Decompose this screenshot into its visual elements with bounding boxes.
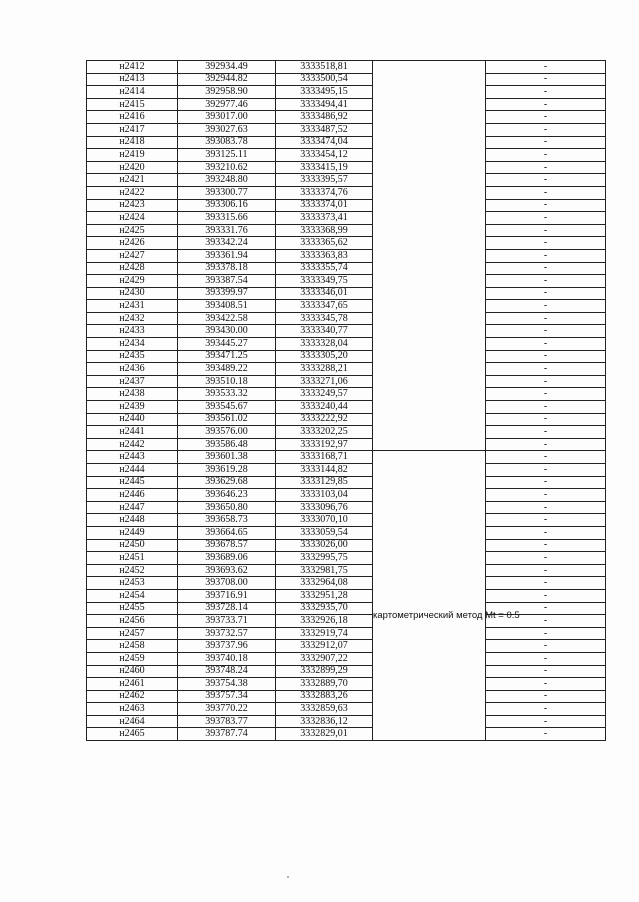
accuracy-cell: - [486, 136, 606, 149]
point-id-cell: н2451 [87, 552, 178, 565]
point-id-cell: н2459 [87, 652, 178, 665]
accuracy-cell: - [486, 501, 606, 514]
accuracy-cell: - [486, 401, 606, 414]
y-coordinate-cell: 3332964,08 [276, 577, 373, 590]
point-id-cell: н2420 [87, 161, 178, 174]
accuracy-cell: - [486, 464, 606, 477]
y-coordinate-cell: 3333249,57 [276, 388, 373, 401]
accuracy-cell: - [486, 174, 606, 187]
table-row [87, 136, 606, 149]
x-coordinate-cell: 393658.73 [178, 514, 276, 527]
accuracy-cell: - [486, 526, 606, 539]
y-coordinate-cell: 3332899,29 [276, 665, 373, 678]
y-coordinate-cell: 3333365,62 [276, 237, 373, 250]
accuracy-cell: - [486, 388, 606, 401]
x-coordinate-cell: 393689.06 [178, 552, 276, 565]
point-id-cell: н2415 [87, 98, 178, 111]
accuracy-cell: - [486, 224, 606, 237]
table-row [87, 539, 606, 552]
table-row [87, 401, 606, 414]
x-coordinate-cell: 393430.00 [178, 325, 276, 338]
y-coordinate-cell: 3333070,10 [276, 514, 373, 527]
x-coordinate-cell: 393693.62 [178, 564, 276, 577]
accuracy-cell: - [486, 86, 606, 99]
x-coordinate-cell: 393378.18 [178, 262, 276, 275]
table-row [87, 212, 606, 225]
x-coordinate-cell: 393361.94 [178, 249, 276, 262]
table-row [87, 690, 606, 703]
accuracy-cell: - [486, 375, 606, 388]
x-coordinate-cell: 393740.18 [178, 652, 276, 665]
x-coordinate-cell: 393510.18 [178, 375, 276, 388]
accuracy-cell: - [486, 426, 606, 439]
point-id-cell: н2465 [87, 728, 178, 741]
x-coordinate-cell: 393342.24 [178, 237, 276, 250]
table-row [87, 413, 606, 426]
point-id-cell: н2446 [87, 489, 178, 502]
accuracy-cell: - [486, 262, 606, 275]
x-coordinate-cell: 393650.80 [178, 501, 276, 514]
point-id-cell: н2463 [87, 703, 178, 716]
accuracy-cell: - [486, 413, 606, 426]
table-row [87, 678, 606, 691]
x-coordinate-cell: 393445.27 [178, 338, 276, 351]
accuracy-cell: - [486, 300, 606, 313]
scan-speck [287, 876, 289, 878]
y-coordinate-cell: 3333494,41 [276, 98, 373, 111]
x-coordinate-cell: 392944.82 [178, 73, 276, 86]
y-coordinate-cell: 3332995,75 [276, 552, 373, 565]
point-id-cell: н2429 [87, 275, 178, 288]
table-row [87, 451, 606, 464]
accuracy-cell: - [486, 123, 606, 136]
y-coordinate-cell: 3332926,18 [276, 615, 373, 628]
point-id-cell: н2436 [87, 363, 178, 376]
table-row [87, 275, 606, 288]
accuracy-cell: - [486, 237, 606, 250]
x-coordinate-cell: 393757.34 [178, 690, 276, 703]
coordinates-table [86, 60, 606, 741]
accuracy-cell: - [486, 111, 606, 124]
y-coordinate-cell: 3333518,81 [276, 61, 373, 74]
y-coordinate-cell: 3333202,25 [276, 426, 373, 439]
point-id-cell: н2433 [87, 325, 178, 338]
point-id-cell: н2441 [87, 426, 178, 439]
table-row [87, 652, 606, 665]
x-coordinate-cell: 393533.32 [178, 388, 276, 401]
accuracy-cell: - [486, 652, 606, 665]
point-id-cell: н2457 [87, 627, 178, 640]
table-row [87, 123, 606, 136]
point-id-cell: н2461 [87, 678, 178, 691]
y-coordinate-cell: 3333347,65 [276, 300, 373, 313]
x-coordinate-cell: 393664.65 [178, 526, 276, 539]
y-coordinate-cell: 3333192,97 [276, 438, 373, 451]
point-id-cell: н2426 [87, 237, 178, 250]
point-id-cell: н2440 [87, 413, 178, 426]
accuracy-cell: - [486, 615, 606, 628]
y-coordinate-cell: 3333026,00 [276, 539, 373, 552]
table-row [87, 224, 606, 237]
x-coordinate-cell: 393678.57 [178, 539, 276, 552]
table-row [87, 514, 606, 527]
table-row [87, 73, 606, 86]
x-coordinate-cell: 392977.46 [178, 98, 276, 111]
x-coordinate-cell: 393787.74 [178, 728, 276, 741]
y-coordinate-cell: 3332919,74 [276, 627, 373, 640]
y-coordinate-cell: 3333271,06 [276, 375, 373, 388]
x-coordinate-cell: 393248.80 [178, 174, 276, 187]
x-coordinate-cell: 393300.77 [178, 186, 276, 199]
point-id-cell: н2419 [87, 149, 178, 162]
y-coordinate-cell: 3333487,52 [276, 123, 373, 136]
table-row [87, 552, 606, 565]
table-row [87, 325, 606, 338]
table-row [87, 728, 606, 741]
coordinates-table-body [87, 61, 606, 741]
x-coordinate-cell: 393331.76 [178, 224, 276, 237]
y-coordinate-cell: 3332912,07 [276, 640, 373, 653]
accuracy-cell: - [486, 438, 606, 451]
accuracy-cell: - [486, 186, 606, 199]
accuracy-cell: - [486, 275, 606, 288]
point-id-cell: н2430 [87, 287, 178, 300]
y-coordinate-cell: 3333368,99 [276, 224, 373, 237]
x-coordinate-cell: 393783.77 [178, 715, 276, 728]
y-coordinate-cell: 3332981,75 [276, 564, 373, 577]
x-coordinate-cell: 393646.23 [178, 489, 276, 502]
point-id-cell: н2454 [87, 589, 178, 602]
accuracy-cell: - [486, 539, 606, 552]
x-coordinate-cell: 393422.58 [178, 312, 276, 325]
x-coordinate-cell: 393027.63 [178, 123, 276, 136]
point-id-cell: н2464 [87, 715, 178, 728]
table-row [87, 149, 606, 162]
y-coordinate-cell: 3333373,41 [276, 212, 373, 225]
point-id-cell: н2422 [87, 186, 178, 199]
point-id-cell: н2438 [87, 388, 178, 401]
y-coordinate-cell: 3333395,57 [276, 174, 373, 187]
accuracy-cell: - [486, 363, 606, 376]
y-coordinate-cell: 3332889,70 [276, 678, 373, 691]
y-coordinate-cell: 3333495,15 [276, 86, 373, 99]
accuracy-cell: - [486, 451, 606, 464]
x-coordinate-cell: 393770.22 [178, 703, 276, 716]
table-row [87, 501, 606, 514]
y-coordinate-cell: 3332907,22 [276, 652, 373, 665]
x-coordinate-cell: 393306.16 [178, 199, 276, 212]
x-coordinate-cell: 393754.38 [178, 678, 276, 691]
x-coordinate-cell: 393576.00 [178, 426, 276, 439]
accuracy-cell: - [486, 678, 606, 691]
table-row [87, 237, 606, 250]
accuracy-cell: - [486, 552, 606, 565]
y-coordinate-cell: 3333129,85 [276, 476, 373, 489]
point-id-cell: н2414 [87, 86, 178, 99]
x-coordinate-cell: 393732.57 [178, 627, 276, 640]
x-coordinate-cell: 393601.38 [178, 451, 276, 464]
y-coordinate-cell: 3333328,04 [276, 338, 373, 351]
y-coordinate-cell: 3333349,75 [276, 275, 373, 288]
x-coordinate-cell: 393708.00 [178, 577, 276, 590]
x-coordinate-cell: 392934.49 [178, 61, 276, 74]
x-coordinate-cell: 393210.62 [178, 161, 276, 174]
y-coordinate-cell: 3333288,21 [276, 363, 373, 376]
table-row [87, 489, 606, 502]
accuracy-cell: - [486, 61, 606, 74]
table-row [87, 640, 606, 653]
y-coordinate-cell: 3333374,01 [276, 199, 373, 212]
x-coordinate-cell: 393387.54 [178, 275, 276, 288]
table-row [87, 375, 606, 388]
table-row [87, 526, 606, 539]
table-row [87, 186, 606, 199]
y-coordinate-cell: 3332883,26 [276, 690, 373, 703]
table-row [87, 249, 606, 262]
y-coordinate-cell: 3333346,01 [276, 287, 373, 300]
accuracy-cell: - [486, 161, 606, 174]
accuracy-cell: - [486, 199, 606, 212]
accuracy-cell: - [486, 728, 606, 741]
point-id-cell: н2450 [87, 539, 178, 552]
x-coordinate-cell: 393083.78 [178, 136, 276, 149]
point-id-cell: н2460 [87, 665, 178, 678]
accuracy-cell: - [486, 338, 606, 351]
y-coordinate-cell: 3332859,63 [276, 703, 373, 716]
table-row [87, 161, 606, 174]
x-coordinate-cell: 393733.71 [178, 615, 276, 628]
table-row [87, 98, 606, 111]
accuracy-cell: - [486, 476, 606, 489]
y-coordinate-cell: 3333168,71 [276, 451, 373, 464]
x-coordinate-cell: 393728.14 [178, 602, 276, 615]
point-id-cell: н2448 [87, 514, 178, 527]
y-coordinate-cell: 3332836,12 [276, 715, 373, 728]
table-row [87, 199, 606, 212]
accuracy-cell: - [486, 489, 606, 502]
y-coordinate-cell: 3333144,82 [276, 464, 373, 477]
point-id-cell: н2427 [87, 249, 178, 262]
accuracy-cell: - [486, 602, 606, 615]
x-coordinate-cell: 393748.24 [178, 665, 276, 678]
y-coordinate-cell: 3333500,54 [276, 73, 373, 86]
x-coordinate-cell: 393586.48 [178, 438, 276, 451]
x-coordinate-cell: 393629.68 [178, 476, 276, 489]
table-row [87, 111, 606, 124]
table-row [87, 174, 606, 187]
table-row [87, 363, 606, 376]
y-coordinate-cell: 3333305,20 [276, 350, 373, 363]
table-row [87, 86, 606, 99]
accuracy-cell: - [486, 690, 606, 703]
x-coordinate-cell: 393716.91 [178, 589, 276, 602]
y-coordinate-cell: 3333486,92 [276, 111, 373, 124]
table-row [87, 703, 606, 716]
point-id-cell: н2437 [87, 375, 178, 388]
point-id-cell: н2443 [87, 451, 178, 464]
accuracy-cell: - [486, 514, 606, 527]
point-id-cell: н2423 [87, 199, 178, 212]
x-coordinate-cell: 392958.90 [178, 86, 276, 99]
accuracy-cell: - [486, 325, 606, 338]
table-row [87, 627, 606, 640]
point-id-cell: н2428 [87, 262, 178, 275]
x-coordinate-cell: 393545.67 [178, 401, 276, 414]
accuracy-cell: - [486, 249, 606, 262]
table-row [87, 602, 606, 615]
point-id-cell: н2453 [87, 577, 178, 590]
table-row [87, 61, 606, 74]
point-id-cell: н2447 [87, 501, 178, 514]
x-coordinate-cell: 393561.02 [178, 413, 276, 426]
table-row [87, 388, 606, 401]
point-id-cell: н2412 [87, 61, 178, 74]
x-coordinate-cell: 393017.00 [178, 111, 276, 124]
x-coordinate-cell: 393408.51 [178, 300, 276, 313]
accuracy-cell: - [486, 212, 606, 225]
point-id-cell: н2417 [87, 123, 178, 136]
table-row [87, 350, 606, 363]
point-id-cell: н2421 [87, 174, 178, 187]
accuracy-cell: - [486, 564, 606, 577]
accuracy-cell: - [486, 73, 606, 86]
point-id-cell: н2449 [87, 526, 178, 539]
point-id-cell: н2432 [87, 312, 178, 325]
point-id-cell: н2442 [87, 438, 178, 451]
table-row [87, 615, 606, 628]
table-row [87, 438, 606, 451]
table-row [87, 464, 606, 477]
y-coordinate-cell: 3332829,01 [276, 728, 373, 741]
y-coordinate-cell: 3333474,04 [276, 136, 373, 149]
point-id-cell: н2445 [87, 476, 178, 489]
y-coordinate-cell: 3333415,19 [276, 161, 373, 174]
point-id-cell: н2434 [87, 338, 178, 351]
table-row [87, 564, 606, 577]
y-coordinate-cell: 3333340,77 [276, 325, 373, 338]
y-coordinate-cell: 3333103,04 [276, 489, 373, 502]
point-id-cell: н2439 [87, 401, 178, 414]
point-id-cell: н2413 [87, 73, 178, 86]
x-coordinate-cell: 393315.66 [178, 212, 276, 225]
x-coordinate-cell: 393737.96 [178, 640, 276, 653]
point-id-cell: н2424 [87, 212, 178, 225]
point-id-cell: н2455 [87, 602, 178, 615]
point-id-cell: н2452 [87, 564, 178, 577]
y-coordinate-cell: 3333363,83 [276, 249, 373, 262]
table-row [87, 300, 606, 313]
y-coordinate-cell: 3333222,92 [276, 413, 373, 426]
accuracy-cell: - [486, 577, 606, 590]
table-row [87, 476, 606, 489]
accuracy-cell: - [486, 665, 606, 678]
y-coordinate-cell: 3333355,74 [276, 262, 373, 275]
method-cell-empty [373, 61, 486, 451]
method-cell: картометрический метод Mt = 0.5 [373, 451, 486, 741]
table-row [87, 426, 606, 439]
point-id-cell: н2435 [87, 350, 178, 363]
y-coordinate-cell: 3333345,78 [276, 312, 373, 325]
accuracy-cell: - [486, 627, 606, 640]
accuracy-cell: - [486, 350, 606, 363]
table-row [87, 312, 606, 325]
accuracy-cell: - [486, 703, 606, 716]
x-coordinate-cell: 393471.25 [178, 350, 276, 363]
accuracy-cell: - [486, 287, 606, 300]
accuracy-cell: - [486, 312, 606, 325]
x-coordinate-cell: 393619.28 [178, 464, 276, 477]
table-row [87, 262, 606, 275]
point-id-cell: н2444 [87, 464, 178, 477]
point-id-cell: н2458 [87, 640, 178, 653]
point-id-cell: н2431 [87, 300, 178, 313]
table-row [87, 715, 606, 728]
x-coordinate-cell: 393125.11 [178, 149, 276, 162]
table-row [87, 665, 606, 678]
y-coordinate-cell: 3332935,70 [276, 602, 373, 615]
point-id-cell: н2418 [87, 136, 178, 149]
table-row [87, 589, 606, 602]
y-coordinate-cell: 3333240,44 [276, 401, 373, 414]
point-id-cell: н2456 [87, 615, 178, 628]
table-row [87, 287, 606, 300]
y-coordinate-cell: 3333059,54 [276, 526, 373, 539]
y-coordinate-cell: 3333454,12 [276, 149, 373, 162]
table-row [87, 338, 606, 351]
accuracy-cell: - [486, 98, 606, 111]
point-id-cell: н2425 [87, 224, 178, 237]
y-coordinate-cell: 3333374,76 [276, 186, 373, 199]
y-coordinate-cell: 3333096,76 [276, 501, 373, 514]
y-coordinate-cell: 3332951,28 [276, 589, 373, 602]
point-id-cell: н2462 [87, 690, 178, 703]
accuracy-cell: - [486, 715, 606, 728]
table-row [87, 577, 606, 590]
x-coordinate-cell: 393399.97 [178, 287, 276, 300]
accuracy-cell: - [486, 149, 606, 162]
accuracy-cell: - [486, 589, 606, 602]
point-id-cell: н2416 [87, 111, 178, 124]
x-coordinate-cell: 393489.22 [178, 363, 276, 376]
accuracy-cell: - [486, 640, 606, 653]
